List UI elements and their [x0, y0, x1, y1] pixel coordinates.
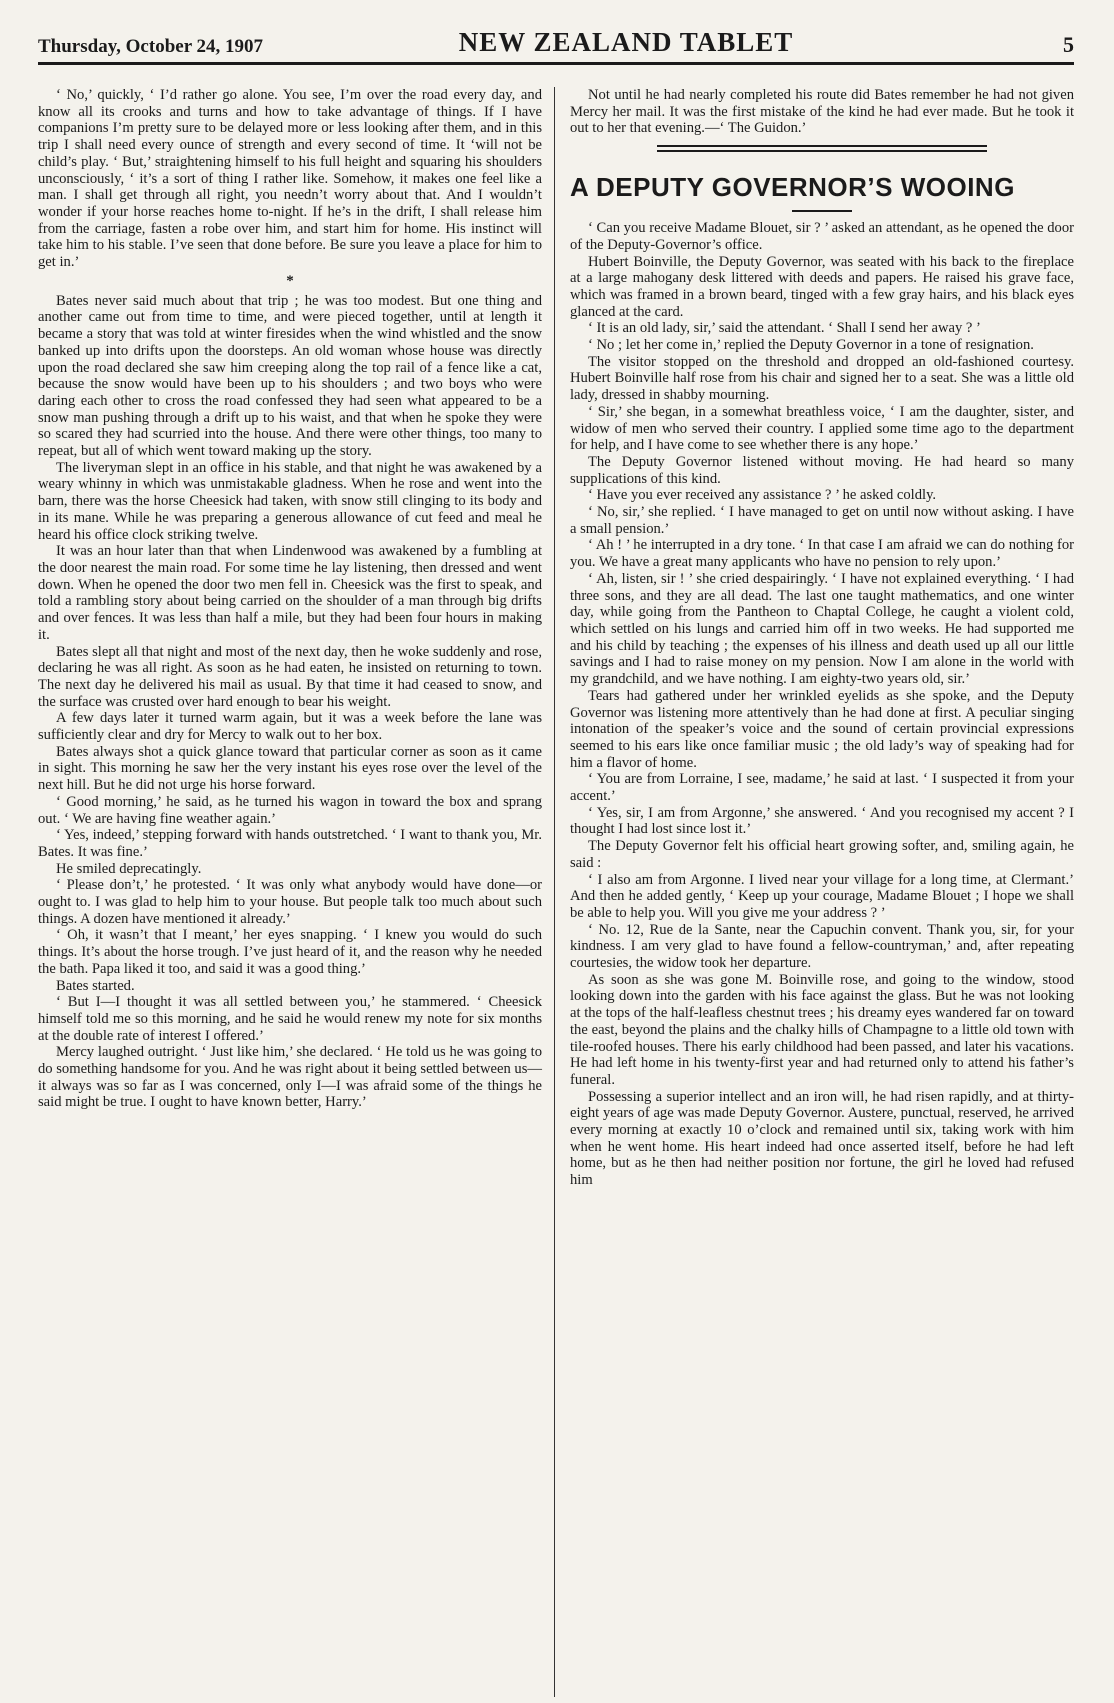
masthead: [38, 22, 1074, 65]
paragraph: He smiled deprecatingly.: [56, 860, 202, 877]
paragraph: Hubert Boinville, the Deputy Governor, was seated with his back to the fireplace at a large mahogany desk littered with deeds and papers. He raised his grave face, which was framed in a brown beard, tinged with a few gray hairs, and his black eyes glanced at the card.: [570, 253, 1074, 320]
paragraph: Bates slept all that night and most of the next day, then he woke suddenly and rose, declaring he was all right. As soon as he had eaten, he insisted on returning to town. The next day he delivered his mail as usual. By that time it had ceased to snow, and the surface was crusted over hard enough to bear his weight.: [38, 643, 542, 710]
paragraph: The liveryman slept in an office in his stable, and that night he was awakened by a weary whinny in which was unmistakable gladness. When he rose and went into the barn, there was the horse Cheesick had taken, with snow still clinging to its body and in its mane. While he was preparing a generous allowance of cut feed and meal he heard his office clock striking twelve.: [38, 459, 542, 543]
paragraph: The visitor stopped on the threshold and dropped an old-fashioned courtesy. Hubert Boinville half rose from his chair and signed her to a seat. She was a little old lady, dressed in shabby mourning.: [570, 353, 1074, 404]
paragraph: ‘ I also am from Argonne. I lived near your village for a long time, at Clermant.’ And then he added gently, ‘ Keep up your courage, Madame Blouet ; I hope we shall be able to help you. Will you give me your address ? ’: [570, 871, 1074, 921]
columns: [38, 87, 1074, 1697]
article-body: [570, 220, 1074, 1189]
paragraph: ‘ Yes, sir, I am from Argonne,’ she answered. ‘ And you recognised my accent ? I thought I had lost since lost it.’: [570, 804, 1074, 838]
right-column: [568, 87, 1074, 1697]
paragraph: ‘ No. 12, Rue de la Sante, near the Capuchin convent. Thank you, sir, for your kindness. I am very glad to have found a fellow-countryman,’ and, after repeating courtesies, the widow took her departure.: [570, 921, 1074, 972]
left-column: [38, 87, 554, 1697]
paragraph: ‘ Oh, it wasn’t that I meant,’ her eyes snapping. ‘ I knew you would do such things. It’s about the horse trough. I’ve just heard of it, and the reason why he needed the bath. Papa liked it too, and said it was a good thing.’: [38, 927, 542, 977]
paragraph: ‘ Have you ever received any assistance ? ’ he asked coldly.: [588, 487, 937, 504]
paragraph: ‘ No ; let her come in,’ replied the Deputy Governor in a tone of resignation.: [588, 337, 1034, 354]
paragraph: Bates always shot a quick glance toward that particular corner as soon as it came in sight. This morning he saw her the very instant his eyes rose over the level of the next hill. But he did not urge his horse forward.: [38, 743, 542, 794]
paragraph: Mercy laughed outright. ‘ Just like him,’ she declared. ‘ He told us he was going to do something handsome for you. And he was right about it being settled between us—it always was so far as I was concerned, only I—I was afraid some of the things he said might be true. I ought to have known better, Harry.’: [38, 1044, 542, 1111]
paragraph: Tears had gathered under her wrinkled eyelids as she spoke, and the Deputy Governor was listening more attentively than he had done at first. A peculiar singing intonation of the speaker’s voice and the sound of certain provincial expressions seemed to his ears like once familiar music ; the old lady’s way of speaking had for him a flavor of home.: [570, 687, 1074, 771]
page-number: 5: [1063, 32, 1074, 57]
story-continuation-part-2: [38, 293, 542, 1111]
paragraph: Bates never said much about that trip ; he was too modest. But one thing and another came out from time to time, and were pieced together, until at length it became a story that was told at winter firesides when the wind whistled and the snow banked up into drifts upon the doorsteps. An old woman whose house was directly upon the road declared she saw him creeping along the top rail of a fence like a cat, because the snow would have been up to his shoulders ; and two boys who were daring each other to cross the road confessed they had seen what appeared to be a snow man pushing through a drift up to his waist, and that when he spoke they were so scared they had scurried into the house. And there were other things, too many to repeat, but all of which went toward making up the story.: [38, 292, 542, 460]
story-continuation-part-1: [38, 87, 542, 271]
paragraph: ‘ No,’ quickly, ‘ I’d rather go alone. You see, I’m over the road every day, and know all its crooks and turns and how to take advantage of things. If I have companions I’m pretty sure to be delayed more or less looking after them, and in this trip I shall need every ounce of strength and every second of time. It ‘will not be child’s play. ‘ But,’ straightening himself to his full height and squaring his shoulders unconsciously, ‘ it’s a sort of thing I rather like. Somehow, it makes one feel like a man. I shall get through all right, you needn’t worry about that. And I wouldn’t wonder if your horse reaches home to-night. If he’s in the drift, I shall release him from the carriage, fasten a robe over him, and start him for home. His instinct will take him to his stable. I’ve seen that done before. Be sure you leave a place for him to get in.’: [38, 87, 542, 271]
article-separator-rule: [657, 145, 987, 152]
paragraph: ‘ Sir,’ she began, in a somewhat breathless voice, ‘ I am the daughter, sister, and widow of men who served their country. I applied some time ago to the department for help, and I have come to see whether there is any hope.’: [570, 403, 1074, 454]
story-ending: [570, 87, 1074, 137]
paragraph: ‘ No, sir,’ she replied. ‘ I have managed to get on until now without asking. I have a small pension.’: [570, 504, 1074, 537]
paragraph: ‘ Ah ! ’ he interrupted in a dry tone. ‘ In that case I am afraid we can do nothing for you. We have a great many applicants who have no pension to rely upon.’: [570, 537, 1074, 571]
headline-rule: [792, 210, 852, 212]
article-headline: A DEPUTY GOVERNOR’S WOOING: [570, 172, 1015, 203]
paragraph: ‘ But I—I thought it was all settled between you,’ he stammered. ‘ Cheesick himself told me so this morning, and he said he would renew my note for six months at the double rate of interest I offered.’: [38, 994, 542, 1044]
paragraph: The Deputy Governor listened without moving. He had heard so many supplications of this kind.: [570, 453, 1074, 487]
column-rule: [554, 87, 555, 1697]
publication-title: NEW ZEALAND TABLET: [458, 27, 794, 57]
paragraph: ‘ It is an old lady, sir,’ said the attendant. ‘ Shall I send her away ? ’: [588, 320, 981, 337]
section-break-star: *: [286, 272, 294, 289]
paragraph: ‘ You are from Lorraine, I see, madame,’ he said at last. ‘ I suspected it from your accent.’: [570, 771, 1074, 805]
paragraph: ‘ Can you receive Madame Blouet, sir ? ’ asked an attendant, as he opened the door of the Deputy-Governor’s office.: [570, 220, 1074, 253]
paragraph: ‘ Ah, listen, sir ! ’ she cried despairingly. ‘ I have not explained everything. ‘ I had three sons, and they are all dead. The last one taught mathematics, and one winter day, while going from the Pantheon to Chaptal College, he caught a violent cold, which settled on his lungs and carried him off in two weeks. He had supported me and his child by teaching ; the expenses of his illness and death used up all our little savings and I had to raise money on my pension. Now I am alone in the world with my grandchild, and we have nothing. I am eighty-two years old, sir.’: [570, 570, 1074, 688]
paragraph: ‘ Good morning,’ he said, as he turned his wagon in toward the box and sprang out. ‘ We are having fine weather again.’: [38, 793, 542, 827]
paragraph: ‘ Yes, indeed,’ stepping forward with hands outstretched. ‘ I want to thank you, Mr. Bates. It was fine.’: [38, 827, 542, 860]
paragraph: A few days later it turned warm again, but it was a week before the lane was sufficiently clear and dry for Mercy to walk out to her box.: [38, 710, 542, 744]
paragraph: As soon as she was gone M. Boinville rose, and going to the window, stood looking down into the garden with his face against the glass. But he was not looking at the tops of the half-leafless chestnut trees ; his dreamy eyes wandered far on toward the east, beyond the plains and the chalky hills of Champagne to a little old town with tile-roofed houses. There his early childhood had been passed, and later his vacations. He had left home in his twenty-first year and had returned only to attend his father’s funeral.: [570, 971, 1074, 1088]
paragraph: Possessing a superior intellect and an iron will, he had risen rapidly, and at thirty-eight years of age was made Deputy Governor. Austere, punctual, reserved, he arrived every morning at exactly 10 o’clock and remained until six, taking work with him when he went home. His heart indeed had once asserted itself, before he had left home, but as he then had neither position nor fortune, the girl he loved had refused him: [570, 1088, 1074, 1189]
paragraph: Bates started.: [56, 977, 135, 994]
paragraph: Not until he had nearly completed his route did Bates remember he had not given Mercy her mail. It was the first mistake of the kind he had ever made. But he took it out to her that evening.—‘ The Guidon.’: [570, 87, 1074, 137]
paragraph: It was an hour later than that when Lindenwood was awakened by a fumbling at the door nearest the main road. For some time he lay listening, then dressed and went down. When he opened the door two men fell in. Cheesick was the first to speak, and told a rambling story about being carried on the shoulder of a man through big drifts and over fences. It was less than half a mile, but they had been four hours in making it.: [38, 543, 542, 643]
paragraph: ‘ Please don’t,’ he protested. ‘ It was only what anybody would have done—or ought to. I was glad to help him to your house. But people talk too much about such things. A dozen have mentioned it already.’: [38, 877, 542, 927]
paragraph: The Deputy Governor felt his official heart growing softer, and, smiling again, he said :: [570, 838, 1074, 871]
issue-date: Thursday, October 24, 1907: [38, 36, 264, 57]
